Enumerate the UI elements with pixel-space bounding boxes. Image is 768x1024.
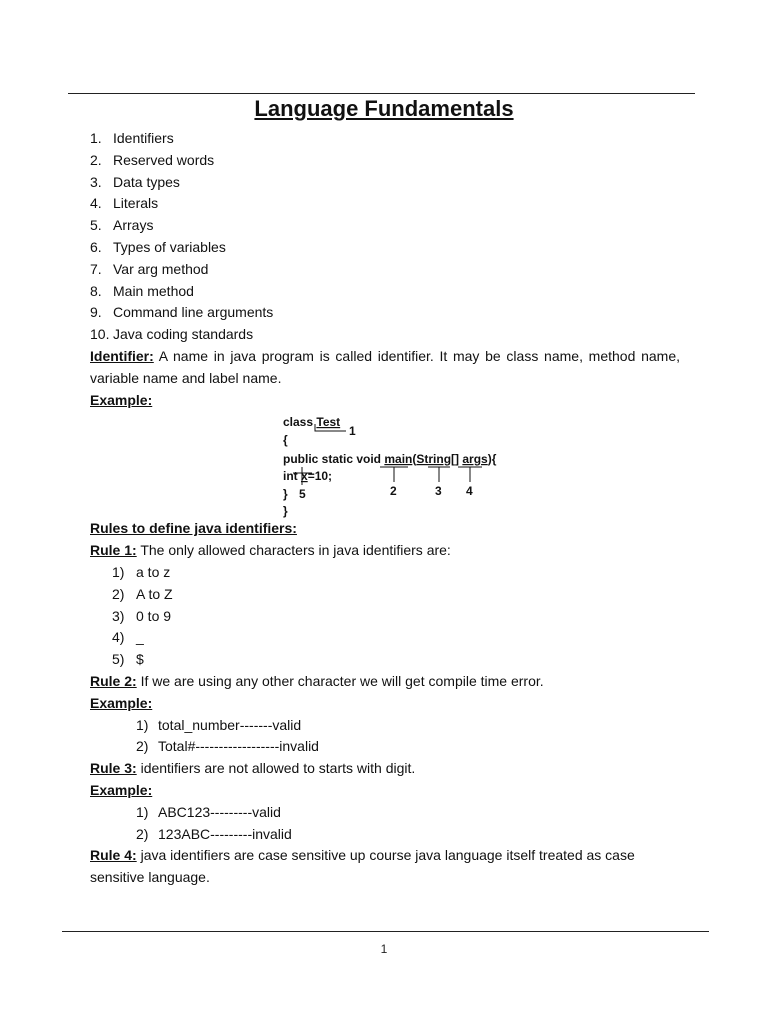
list-item	[90, 128, 680, 150]
list-label: 123ABC---------invalid	[158, 825, 292, 842]
list-item	[90, 259, 680, 281]
list-label: 0 to 9	[136, 607, 172, 624]
list-number: 2)	[136, 738, 149, 755]
list-item	[90, 172, 680, 194]
callout-label-2: 2	[390, 484, 397, 499]
list-item	[136, 736, 680, 758]
code-line-4: int x=10;	[283, 469, 333, 484]
list-item	[90, 215, 680, 237]
code-line-2: {	[283, 433, 288, 448]
rule-3-examples	[90, 802, 680, 846]
callout-label-4: 4	[466, 484, 473, 499]
list-number: 2)	[112, 585, 125, 602]
callout-label-1: 1	[349, 424, 356, 439]
list-label: Reserved words	[113, 151, 215, 168]
topic-list	[90, 128, 680, 346]
callout-label-5: 5	[299, 487, 306, 502]
list-label: Main method	[113, 282, 194, 299]
list-label: Arrays	[113, 217, 154, 234]
list-item	[90, 324, 680, 346]
rule-4-text: java identifiers are case sensitive up course java language itself treated as case sensitive language.	[90, 847, 635, 886]
header-rule	[68, 93, 695, 94]
rule-2-examples	[90, 715, 680, 759]
list-number: 6.	[90, 238, 102, 255]
list-label: Data types	[113, 173, 180, 190]
rule-2-text: If we are using any other character we will get compile time error.	[136, 672, 544, 689]
list-number: 1.	[90, 130, 102, 146]
list-label: total_number-------valid	[158, 716, 302, 733]
page-number: 1	[380, 942, 388, 956]
example-heading-text: Example:	[90, 391, 153, 408]
list-number: 1)	[112, 563, 125, 580]
rule-4	[90, 845, 680, 889]
code-line-5: }	[283, 487, 288, 502]
list-number: 3.	[90, 173, 102, 190]
rule-2	[90, 671, 680, 693]
list-item	[112, 584, 680, 606]
rule-3-text: identifiers are not allowed to starts with digit.	[136, 760, 416, 777]
list-label: a to z	[136, 563, 171, 580]
list-number: 5)	[112, 651, 125, 668]
list-number: 4)	[112, 629, 125, 646]
list-number: 3)	[112, 607, 125, 624]
list-label: $	[136, 651, 144, 668]
list-number: 4.	[90, 195, 102, 212]
example-heading-text: Example:	[90, 694, 153, 711]
list-label: Var arg method	[113, 260, 209, 277]
list-item	[90, 150, 680, 172]
list-label: Total#------------------invalid	[158, 738, 319, 755]
rule-1	[90, 540, 680, 562]
rules-heading-text: Rules to define java identifiers:	[90, 520, 297, 537]
list-number: 7.	[90, 260, 102, 277]
list-number: 5.	[90, 217, 102, 234]
list-number: 2.	[90, 151, 102, 168]
list-label: ABC123---------valid	[158, 803, 281, 820]
list-number: 9.	[90, 304, 102, 321]
rule-3-example-heading	[90, 780, 680, 802]
footer-rule	[62, 931, 709, 932]
list-number: 10.	[90, 326, 110, 343]
list-item	[136, 824, 680, 846]
list-item	[112, 606, 680, 628]
list-number: 2)	[136, 825, 149, 842]
callout-line-2	[380, 467, 408, 482]
rule-1-text: The only allowed characters in java identifiers are:	[136, 542, 451, 559]
list-item	[112, 562, 680, 584]
rules-heading	[90, 518, 680, 540]
callout-line-4	[458, 467, 482, 482]
list-item	[90, 237, 680, 259]
rule-1-term: Rule 1:	[90, 542, 137, 559]
list-item	[136, 802, 680, 824]
rule-1-list	[90, 562, 680, 671]
code-line-3: public static void main(String[] args){	[283, 452, 497, 467]
code-line-6: }	[283, 504, 288, 519]
list-label: Types of variables	[113, 238, 226, 255]
rule-3-term: Rule 3:	[90, 760, 137, 777]
rule-4-term: Rule 4:	[90, 847, 137, 864]
list-label: Java coding standards	[113, 326, 254, 343]
list-item	[136, 715, 680, 737]
identifier-term: Identifier:	[90, 347, 154, 364]
identifier-text: A name in java program is called identifier. It may be class name, method name, variable name and label name.	[90, 347, 680, 386]
example-heading	[90, 390, 680, 412]
list-label: Command line arguments	[113, 304, 274, 321]
callout-label-3: 3	[435, 484, 442, 499]
code-diagram	[90, 414, 680, 518]
list-number: 8.	[90, 282, 102, 299]
rule-2-example-heading	[90, 693, 680, 715]
example-heading-text: Example:	[90, 781, 153, 798]
page-content	[90, 128, 680, 889]
list-label: _	[136, 629, 144, 646]
list-item	[112, 649, 680, 671]
code-line-1: class Test	[283, 415, 341, 430]
list-label: A to Z	[136, 585, 173, 602]
identifier-definition	[90, 346, 680, 390]
list-label: Literals	[113, 195, 159, 212]
list-label: Identifiers	[113, 130, 174, 146]
rule-2-term: Rule 2:	[90, 672, 137, 689]
list-item	[112, 627, 680, 649]
list-item	[90, 193, 680, 215]
rule-3	[90, 758, 680, 780]
list-item	[90, 281, 680, 303]
callout-line-3	[428, 467, 450, 482]
list-number: 1)	[136, 803, 149, 820]
list-item	[90, 302, 680, 324]
list-number: 1)	[136, 716, 149, 733]
page-title: Language Fundamentals	[254, 96, 514, 121]
